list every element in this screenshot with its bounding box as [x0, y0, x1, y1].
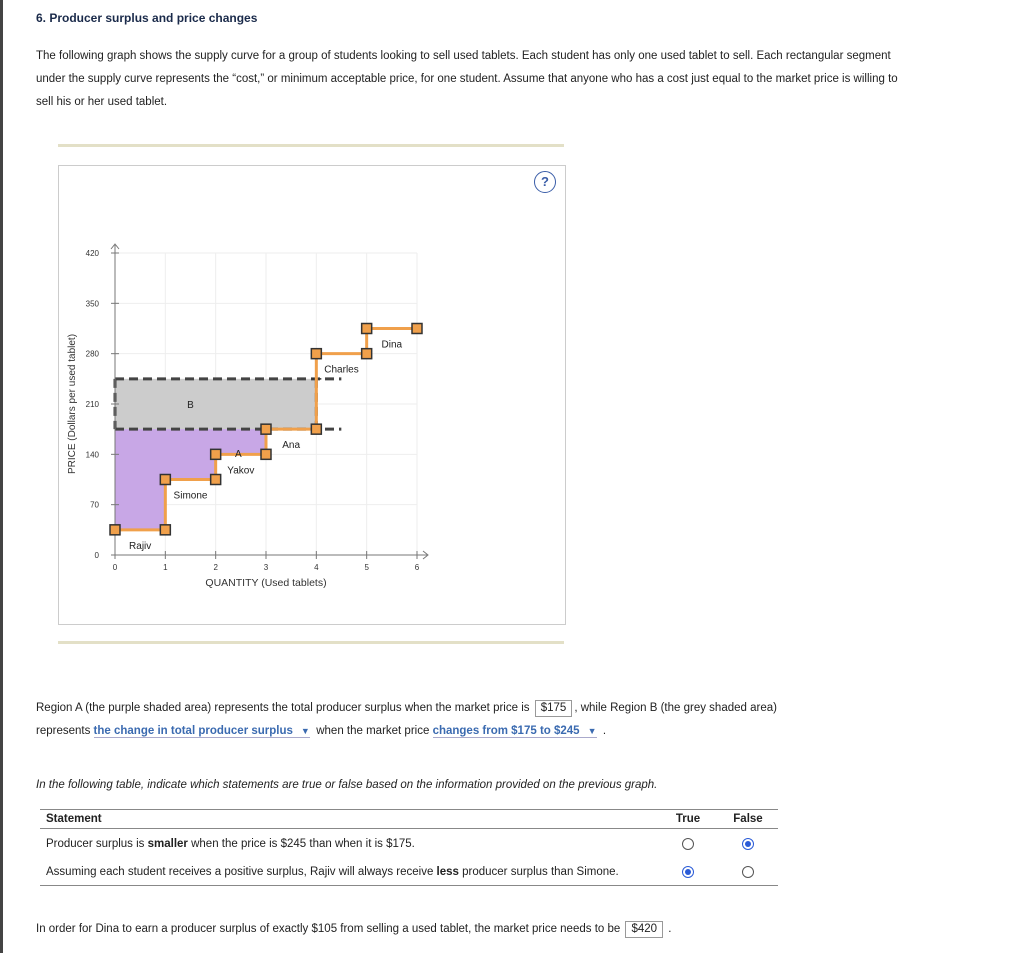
statement-emphasis: less [436, 866, 459, 879]
seller-label: Dina [381, 339, 403, 351]
help-icon[interactable]: ? [534, 171, 556, 193]
dina-question-end: . [668, 923, 672, 935]
y-tick-label: 350 [85, 299, 99, 309]
statement-text: Assuming each student receives a positive surplus, Rajiv will always receive [46, 866, 437, 879]
true-false-table [40, 809, 778, 886]
true-header: True [658, 810, 718, 829]
supply-chart[interactable] [59, 166, 565, 624]
price-change-dropdown[interactable] [433, 725, 597, 738]
question-title: 6. Producer surplus and price changes [36, 11, 258, 25]
supply-point-marker [110, 525, 120, 535]
seller-label: Charles [324, 364, 359, 376]
price-answer-box[interactable]: $175 [535, 700, 573, 717]
y-axis-title: PRICE (Dollars per used tablet) [67, 333, 78, 475]
supply-point-marker [211, 449, 221, 459]
chevron-down-icon: ▼ [300, 726, 310, 736]
dina-price-answer-box[interactable]: $420 [625, 921, 663, 938]
y-tick-label: 210 [85, 400, 99, 409]
supply-point-marker [261, 449, 271, 459]
seller-label: Yakov [227, 465, 255, 477]
table-instruction: In the following table, indicate which statements are true or false based on the information provided on the previous graph. [36, 779, 658, 791]
seller-label: Rajiv [129, 540, 152, 552]
left-border [0, 0, 3, 953]
dina-question [36, 921, 671, 938]
true-radio[interactable] [682, 838, 694, 850]
x-tick-label: 6 [414, 563, 420, 572]
price-change-dropdown-value: changes from $175 to $245 [432, 725, 580, 737]
region-statement [36, 697, 996, 743]
x-tick-label: 0 [112, 563, 118, 572]
region-text-2: , while Region B (the grey shaded area) [574, 702, 777, 714]
region-b-label: B [187, 400, 194, 411]
y-tick-label: 70 [90, 500, 99, 510]
y-tick-label: 280 [85, 349, 99, 359]
seller-label: Simone [173, 490, 208, 502]
supply-point-marker [160, 525, 170, 535]
statement-header: Statement [40, 810, 658, 829]
surplus-dropdown[interactable] [94, 725, 310, 738]
x-tick-label: 2 [213, 563, 218, 572]
supply-point-marker [362, 349, 372, 359]
false-radio[interactable] [742, 838, 754, 850]
table-row [40, 857, 778, 886]
supply-point-marker [160, 475, 170, 485]
graph-top-rule [58, 144, 564, 147]
y-tick-label: 0 [94, 551, 99, 560]
statement-text: Producer surplus is [46, 838, 148, 851]
false-header: False [718, 810, 778, 829]
region-text-1: Region A (the purple shaded area) represents the total producer surplus when the market price is [36, 702, 530, 714]
statement-cell [40, 829, 658, 858]
y-tick-label: 420 [85, 249, 99, 258]
chevron-down-icon: ▼ [587, 726, 597, 736]
region-text-5: . [602, 725, 607, 737]
region-text-4: when the market price [316, 725, 430, 737]
supply-point-marker [412, 324, 422, 334]
false-radio[interactable] [742, 866, 754, 878]
x-tick-label: 3 [263, 563, 269, 572]
statement-text: when the price is $245 than when it is $175. [187, 838, 415, 851]
supply-point-marker [311, 349, 321, 359]
dina-question-text: In order for Dina to earn a producer surplus of exactly $105 from selling a used tablet, the market price needs to be [36, 923, 621, 935]
statement-cell [40, 857, 658, 886]
supply-point-marker [261, 424, 271, 434]
true-radio[interactable] [682, 866, 694, 878]
region-a-label: A [234, 449, 242, 461]
table-row [40, 829, 778, 858]
x-tick-label: 5 [364, 563, 369, 572]
x-axis-title: QUANTITY (Used tablets) [205, 577, 327, 589]
x-tick-label: 1 [163, 563, 168, 572]
supply-point-marker [311, 424, 321, 434]
region-text-3: represents [36, 725, 91, 737]
statement-emphasis: smaller [147, 838, 188, 851]
graph-bottom-rule [58, 641, 564, 644]
y-tick-label: 140 [85, 450, 99, 460]
supply-point-marker [362, 324, 372, 334]
graph-panel [58, 165, 566, 625]
seller-label: Ana [282, 440, 301, 452]
statement-text: producer surplus than Simone. [458, 866, 619, 879]
x-tick-label: 4 [314, 563, 319, 572]
region-b [115, 379, 316, 429]
surplus-dropdown-value: the change in total producer surplus [93, 725, 293, 737]
question-intro: The following graph shows the supply curve for a group of students looking to sell used tablets. Each student has only one used tablet to sell. Each rectangular segment under the supply curve represents the “cost,” or minimum acceptable price, for one student. Assume that anyone who has a cost just equal to the market price is willing to sell his or her used tablet. [36, 50, 898, 108]
supply-point-marker [211, 475, 221, 485]
